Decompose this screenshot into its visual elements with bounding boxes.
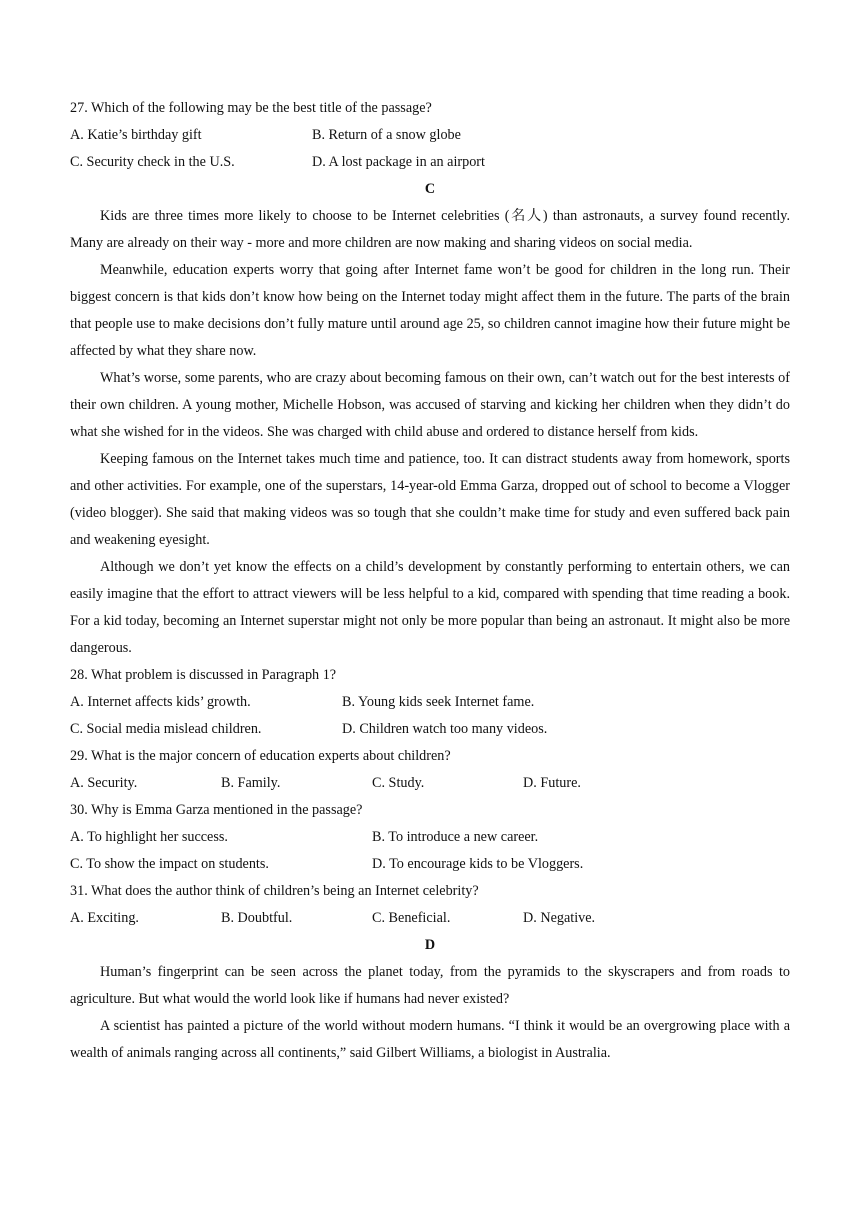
question-28-options-row-1 <box>70 689 790 716</box>
question-27-option-d: D. A lost package in an airport <box>312 154 485 170</box>
section-c-paragraph: Meanwhile, education experts worry that going after Internet fame won’t be good for children in the long run. Their biggest concern is that kids don’t know how being on the Internet today might affect them in the future. The parts of the brain that people use to make decisions don’t fully mature until around age 25, so children cannot imagine how their future might be affected by what they share now. <box>70 262 790 359</box>
question-27-stem: 27. Which of the following may be the best title of the passage? <box>70 100 432 116</box>
question-27-option-a: A. Katie’s birthday gift <box>70 127 202 143</box>
question-28-option-d: D. Children watch too many videos. <box>342 721 548 737</box>
section-d-paragraph: A scientist has painted a picture of the world without modern humans. “I think it would be an overgrowing place with a wealth of animals ranging across all continents,” said Gilbert Williams, a biologist in Australia. <box>70 1018 790 1061</box>
question-31-option-c: C. Beneficial. <box>372 910 451 926</box>
question-31-option-d: D. Negative. <box>523 910 596 926</box>
question-30-options-row-2 <box>70 851 790 878</box>
document-page <box>70 95 790 1067</box>
question-29-option-a: A. Security. <box>70 775 138 791</box>
question-30-option-b: B. To introduce a new career. <box>372 829 539 845</box>
question-31-option-b: B. Doubtful. <box>221 910 293 926</box>
question-28-stem: 28. What problem is discussed in Paragraph 1? <box>70 667 337 683</box>
question-29-option-d: D. Future. <box>523 775 581 791</box>
question-29-option-c: C. Study. <box>372 775 425 791</box>
section-d-paragraph: Human’s fingerprint can be seen across the planet today, from the pyramids to the skyscrapers and from roads to agriculture. But what would the world look like if humans had never existed? <box>70 964 790 1007</box>
question-28-option-b: B. Young kids seek Internet fame. <box>342 694 535 710</box>
question-28-option-c: C. Social media mislead children. <box>70 721 262 737</box>
question-30-option-d: D. To encourage kids to be Vloggers. <box>372 856 584 872</box>
question-31-stem: 31. What does the author think of children’s being an Internet celebrity? <box>70 883 479 899</box>
question-27-options-row-1 <box>70 122 790 149</box>
question-31-option-a: A. Exciting. <box>70 910 139 926</box>
section-c-paragraph: Keeping famous on the Internet takes much time and patience, too. It can distract students away from homework, sports and other activities. For example, one of the superstars, 14-year-old Emma Garza, dropped out of school to become a Vlogger (video blogger). She said that making videos was so tough that she couldn’t make time for study and even suffered back pain and weakening eyesight. <box>70 451 790 548</box>
question-29-option-b: B. Family. <box>221 775 281 791</box>
section-c-paragraph: What’s worse, some parents, who are crazy about becoming famous on their own, can’t watch out for the best interests of their own children. A young mother, Michelle Hobson, was accused of starving and kicking her children when they didn’t do what she wished for in the videos. She was charged with child abuse and ordered to distance herself from kids. <box>70 370 790 440</box>
question-31-options <box>70 905 790 932</box>
section-c-paragraph: Kids are three times more likely to choose to be Internet celebrities (名人) than astronauts, a survey found recently. Many are already on their way - more and more children are now making and sharing videos on social media. <box>70 208 790 251</box>
question-30-option-a: A. To highlight her success. <box>70 829 228 845</box>
question-28-option-a: A. Internet affects kids’ growth. <box>70 694 251 710</box>
section-c-heading: C <box>424 181 436 197</box>
section-d-heading: D <box>424 937 436 953</box>
question-30-options-row-1 <box>70 824 790 851</box>
question-28-options-row-2 <box>70 716 790 743</box>
question-27-options-row-2 <box>70 149 790 176</box>
section-c-paragraph: Although we don’t yet know the effects on a child’s development by constantly performing to entertain others, we can easily imagine that the effort to attract viewers will be less helpful to a kid, compared with spending that time reading a book. For a kid today, becoming an Internet superstar might not only be more popular than being an astronaut. It might also be more dangerous. <box>70 559 790 656</box>
question-29-options <box>70 770 790 797</box>
question-29-stem: 29. What is the major concern of education experts about children? <box>70 748 451 764</box>
question-27-option-c: C. Security check in the U.S. <box>70 154 235 170</box>
question-27-option-b: B. Return of a snow globe <box>312 127 461 143</box>
question-30-option-c: C. To show the impact on students. <box>70 856 269 872</box>
question-30-stem: 30. Why is Emma Garza mentioned in the passage? <box>70 802 363 818</box>
